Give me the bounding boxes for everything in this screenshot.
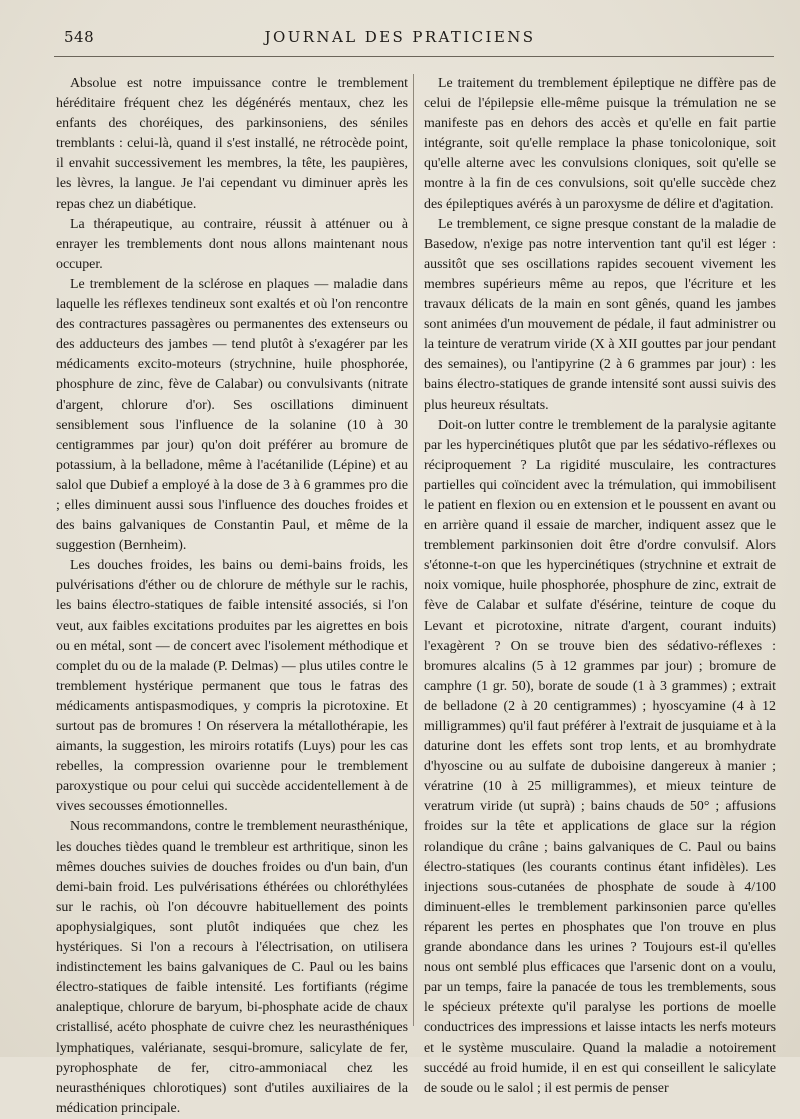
- paragraph: Doit-on lutter contre le tremblement de la paralysie agitante par les hypercinétiques plutôt que par les sédativo-réflexes ou réciproquement ? La rigidité musculaire, les contractures partielles qui coïncident avec la trémulation, qui immobilisent le patient en flexion ou en extension et le poussent en avant ou en arrière quand il essaie de marcher, indiquent assez que le tremblement parkinsonien doit être d'ordre convulsif. Alors s'étonne-t-on que les hypercinétiques (strychnine et extrait de noix vomique, huile phosphorée, phosphure de zinc, extrait de fève de Calabar et sulfate d'ésérine, teinture de coque du Levant et picrotoxine, nitrate d'argent, courant induits) l'exagèrent ? On se trouve bien des sédativo-réflexes : bromures alcalins (5 à 12 grammes par jour) ; bromure de camphre (1 gr. 50), borate de soude (1 à 3 grammes) ; extrait de belladone (2 à 20 centigrammes) ; hyoscyamine (4 à 12 milligrammes) qu'il faut préférer à l'extrait de jusquiame et à la daturine dont les effets sont trop lents, et au bromhydrate d'hyoscine ou au sulfate de duboisine dangereux à manier ; vératrine (10 à 25 milligrammes), et mieux teinture de veratrum viride (ut suprà) ; bains chauds de 50° ; affusions froides sur la tête et applications de glace sur la région rolandique du crâne ; bains galvaniques de C. Paul ou bains électro-statiques (les courants continus étant infidèles). Les injections sous-cutanées de phosphate de soude à 4/100 diminuent-elles le tremblement parkinsonien parce qu'elles réparent les pertes en phosphates que l'on trouve en plus grande abondance dans les urines ? Toujours est-il qu'elles nous ont semblé plus efficaces que l'arsenic dont on a voulu, par un temps, faire la panacée de tous les tremblements, sous le spécieux prétexte qu'il paralyse les portions de moelle conductrices des impressions et laisse intacts les nerfs moteurs et le système musculaire. Quand la maladie a notoirement succédé au froid humide, il en est qui conseillent le salicylate de soude ou le salol ; il est permis de penser: [424, 417, 776, 1096]
- left-column: [56, 74, 408, 1119]
- page-header: [0, 24, 800, 52]
- paragraph: Les douches froides, les bains ou demi-bains froids, les pulvérisations d'éther ou de chlorure de méthyle sur le rachis, les bains électro-statiques de faible intensité associés, si l'on veut, aux faibles excitations produites par les aigrettes en bois ou en métal, sont — de concert avec l'isolement méthodique et complet du ou de la malade (P. Delmas) — plus utiles contre le tremblement hystérique permanent que tous le fatras des médicaments antispasmodiques, y compris la picrotoxine. Et surtout pas de bromures ! On réservera la métallothérapie, les aimants, la suggestion, les miroirs rotatifs (Luys) pour les cas rebelles, la compression ovarienne pour le tremblement paroxystique ou pour celui qui succède accidentellement à de vives secousses émotionnelles.: [56, 558, 408, 815]
- paragraph: Le tremblement, ce signe presque constant de la maladie de Basedow, n'exige pas notre intervention tant qu'il est léger : aussitôt que ses oscillations rapides secouent vivement les membres supérieurs même au repos, que l'écriture et les travaux délicats de la main en sont gênés, quand les jambes sont animées d'un mouvement de pédale, il faut administrer ou la teinture de veratrum viride (X à XII gouttes par jour pendant des semaines), ou l'antipyrine (2 à 6 grammes par jour) : les bains électro-statiques de grande intensité sont aussi suivis des plus heureux résultats.: [424, 216, 776, 413]
- paragraph: Le tremblement de la sclérose en plaques — maladie dans laquelle les réflexes tendineux sont exaltés et où l'on rencontre des contractures passagères ou permanentes des extenseurs ou des adducteurs des jambes — tend plutôt à s'exagérer par les médicaments excito-moteurs (strychnine, huile phosphorée, phosphure de zinc, fève de Calabar) ou convulsivants (nitrate d'argent, chlorure d'or). Ses oscillations diminuent sensiblement sous l'influence de la solanine (10 à 30 centigrammes par jour) qu'on doit préférer au bromure de potassium, à la belladone, même à l'acétanilide (Lépine) et au salol que Dubief a employé à la dose de 3 à 6 grammes pro die ; elles diminuent aussi sous l'influence des douches froides et des bains galvaniques de Constantin Paul, et même de la suggestion (Bernheim).: [56, 276, 408, 554]
- header-rule: [54, 56, 774, 57]
- right-column: [424, 74, 776, 1099]
- page-number: 548: [64, 28, 95, 46]
- paragraph: Absolue est notre impuissance contre le tremblement héréditaire fréquent chez les dégénérés mentaux, chez les enfants des choréiques, des parkinsoniens, des séniles tremblants : celui-là, quand il s'est installé, ne rétrocède point, il envahit successivement les membres, la tête, les paupières, les lèvres, la langue. Je l'ai cependant vu diminuer après les repas chez un diabétique.: [56, 76, 408, 212]
- column-divider: [413, 74, 414, 1026]
- paragraph: Le traitement du tremblement épileptique ne diffère pas de celui de l'épilepsie elle-même puisque la trémulation ne se manifeste pas en dehors des accès et qu'elle en fait partie intégrante, soit qu'elle remplace la phase tonicolonique, soit qu'elle alterne avec les convulsions cloniques, soit qu'elle se montre à la fin de ces convulsions, soit qu'elle succède chez des épileptiques avérés à un paroxysme de délire et d'agitation.: [424, 76, 776, 212]
- paragraph: Nous recommandons, contre le tremblement neurasthénique, les douches tièdes quand le trembleur est arthritique, sinon les mêmes douches suivies de douches froides ou d'un bain, d'un demi-bain froid. Les pulvérisations éthérées ou chloréthylées sur le rachis, où l'on découvre habituellement des points apophysialgiques, sont plutôt indiquées que chez les hystériques. Si l'on a recours à l'électrisation, on utilisera indistinctement les bains galvaniques de C. Paul ou les bains électro-statiques de faible intensité. Les fortifiants (régime analeptique, chlorure de baryum, bi-phosphate acide de chaux cristallisé, acéto phosphate de cuivre chez les neurasthéniques lymphatiques, valérianate, sesqui-bromure, salicylate de fer, pyrophosphate de fer, citro-ammoniacal chez les neurasthéniques chlorotiques) sont d'utiles auxiliaires de la médication principale.: [56, 819, 408, 1116]
- running-title: JOURNAL DES PRATICIENS: [264, 28, 536, 46]
- paragraph: La thérapeutique, au contraire, réussit à atténuer ou à enrayer les tremblements dont nous allons maintenant nous occuper.: [56, 216, 408, 272]
